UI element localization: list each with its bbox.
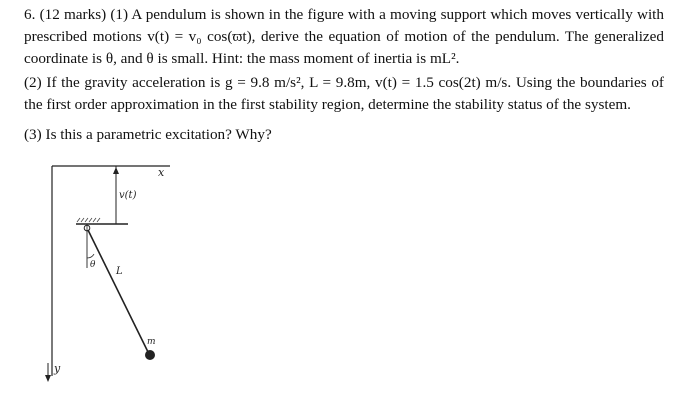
pendulum-bob xyxy=(145,350,155,360)
question-part-2 xyxy=(24,72,664,116)
question-part-1 xyxy=(24,4,664,70)
pendulum-figure xyxy=(30,158,190,388)
question-part-1-text: 6. (12 marks) (1) A pendulum is shown in the figure with a moving support which moves vertically with prescribed motions v(t) = v₀ cos(ϖt), derive the equation of motion of the pendulum. The generalized coordinate is θ, and θ is small. Hint: the mass moment of inertia is mL². xyxy=(24,6,664,67)
mass-label: m xyxy=(147,337,156,347)
vt-arrowhead xyxy=(113,167,119,174)
length-label: L xyxy=(116,266,123,277)
question-part-3-text: (3) Is this a parametric excitation? Why? xyxy=(24,126,272,143)
question-part-3 xyxy=(24,124,664,146)
y-axis-arrowhead xyxy=(45,375,51,382)
vt-label: v(t) xyxy=(119,190,137,201)
pendulum-rod xyxy=(88,230,149,354)
y-axis-label: y xyxy=(54,362,61,375)
theta-label: θ xyxy=(90,260,96,270)
support-hatching xyxy=(77,218,100,222)
theta-arc xyxy=(87,254,94,258)
pendulum-diagram xyxy=(30,158,190,388)
question-part-2-text: (2) If the gravity acceleration is g = 9.8 m/s², L = 9.8m, v(t) = 1.5 cos(2t) m/s. Using the boundaries of the first order approximation in the first stability region, determine the stability status of the system. xyxy=(24,74,664,113)
x-axis-label: x xyxy=(158,166,165,179)
